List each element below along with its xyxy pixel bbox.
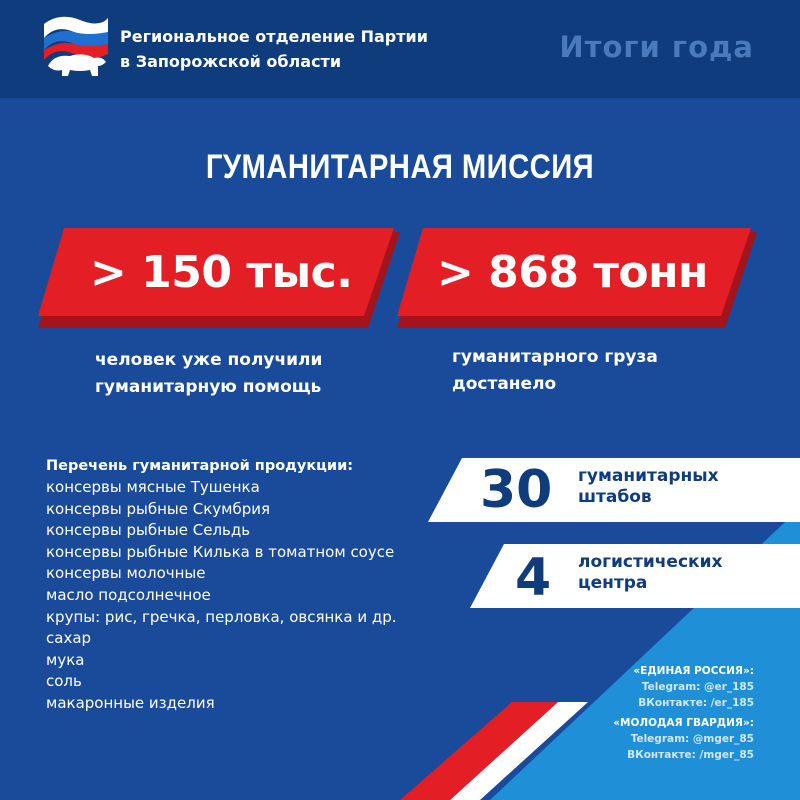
contacts — [613, 663, 754, 763]
stat-label-line: гуманитарных — [578, 466, 719, 486]
header-title: Итоги года — [559, 30, 754, 64]
stat-banner-cargo — [397, 228, 757, 328]
list-item: консервы рыбные Килька в томатном соусе — [46, 542, 395, 561]
list-item: консервы рыбные Скумбрия — [46, 499, 271, 518]
stat-logistics-centers — [470, 544, 800, 608]
contacts-mg-vk[interactable]: ВКонтакте: /mger_85 — [627, 749, 754, 761]
bear-flag-logo-icon — [40, 14, 112, 80]
stat-label-line: логистических — [578, 552, 723, 572]
product-list-heading: Перечень гуманитарной продукции: — [46, 458, 354, 474]
stat-number: 4 — [515, 548, 552, 608]
stat-label — [578, 552, 722, 594]
list-item: соль — [46, 672, 82, 691]
product-list — [46, 456, 397, 715]
banner-caption-people — [95, 347, 322, 401]
list-item: консервы мясные Тушенка — [46, 478, 260, 496]
contacts-er-heading: «ЕДИНАЯ РОССИЯ»: — [633, 665, 754, 677]
stat-label-line: штабов — [578, 487, 652, 507]
contacts-mg-heading: «МОЛОДАЯ ГВАРДИЯ»: — [613, 717, 754, 729]
banner-caption-cargo — [452, 344, 658, 398]
list-item: консервы молочные — [46, 564, 206, 583]
list-item: сахар — [46, 629, 92, 648]
contacts-mg-telegram[interactable]: Telegram: @mger_85 — [630, 733, 754, 745]
header — [0, 0, 800, 98]
caption-line: гуманитарную помощь — [95, 377, 322, 397]
org-name-line-1: Региональное отделение Партии — [120, 27, 428, 46]
list-item: масло подсолнечное — [46, 585, 211, 604]
caption-line: достанело — [452, 374, 557, 394]
list-item: мука — [46, 650, 85, 669]
list-item: крупы: рис, гречка, перловка, овсянка и др. — [46, 607, 397, 626]
list-item: консервы рыбные Сельдь — [46, 521, 251, 540]
banner-value-cargo: > 868 тонн — [437, 246, 708, 298]
contacts-er-vk[interactable]: ВКонтакте: /er_185 — [638, 697, 754, 709]
caption-line: человек уже получили — [95, 350, 323, 370]
stat-number: 30 — [480, 460, 553, 520]
mission-title: ГУМАНИТАРНАЯ МИССИЯ — [205, 148, 595, 186]
main-panel — [0, 98, 800, 800]
caption-line: гуманитарного груза — [452, 347, 658, 367]
stat-label — [578, 466, 719, 508]
list-item: макаронные изделия — [46, 693, 215, 712]
stat-label-line: центра — [578, 573, 648, 593]
org-name — [120, 24, 428, 74]
banner-value-people: > 150 тыс. — [90, 246, 353, 298]
contacts-er-telegram[interactable]: Telegram: @er_185 — [641, 681, 754, 693]
stat-banner-people — [38, 228, 400, 328]
org-name-line-2: в Запорожской области — [120, 52, 342, 71]
stat-headquarters — [428, 458, 800, 522]
